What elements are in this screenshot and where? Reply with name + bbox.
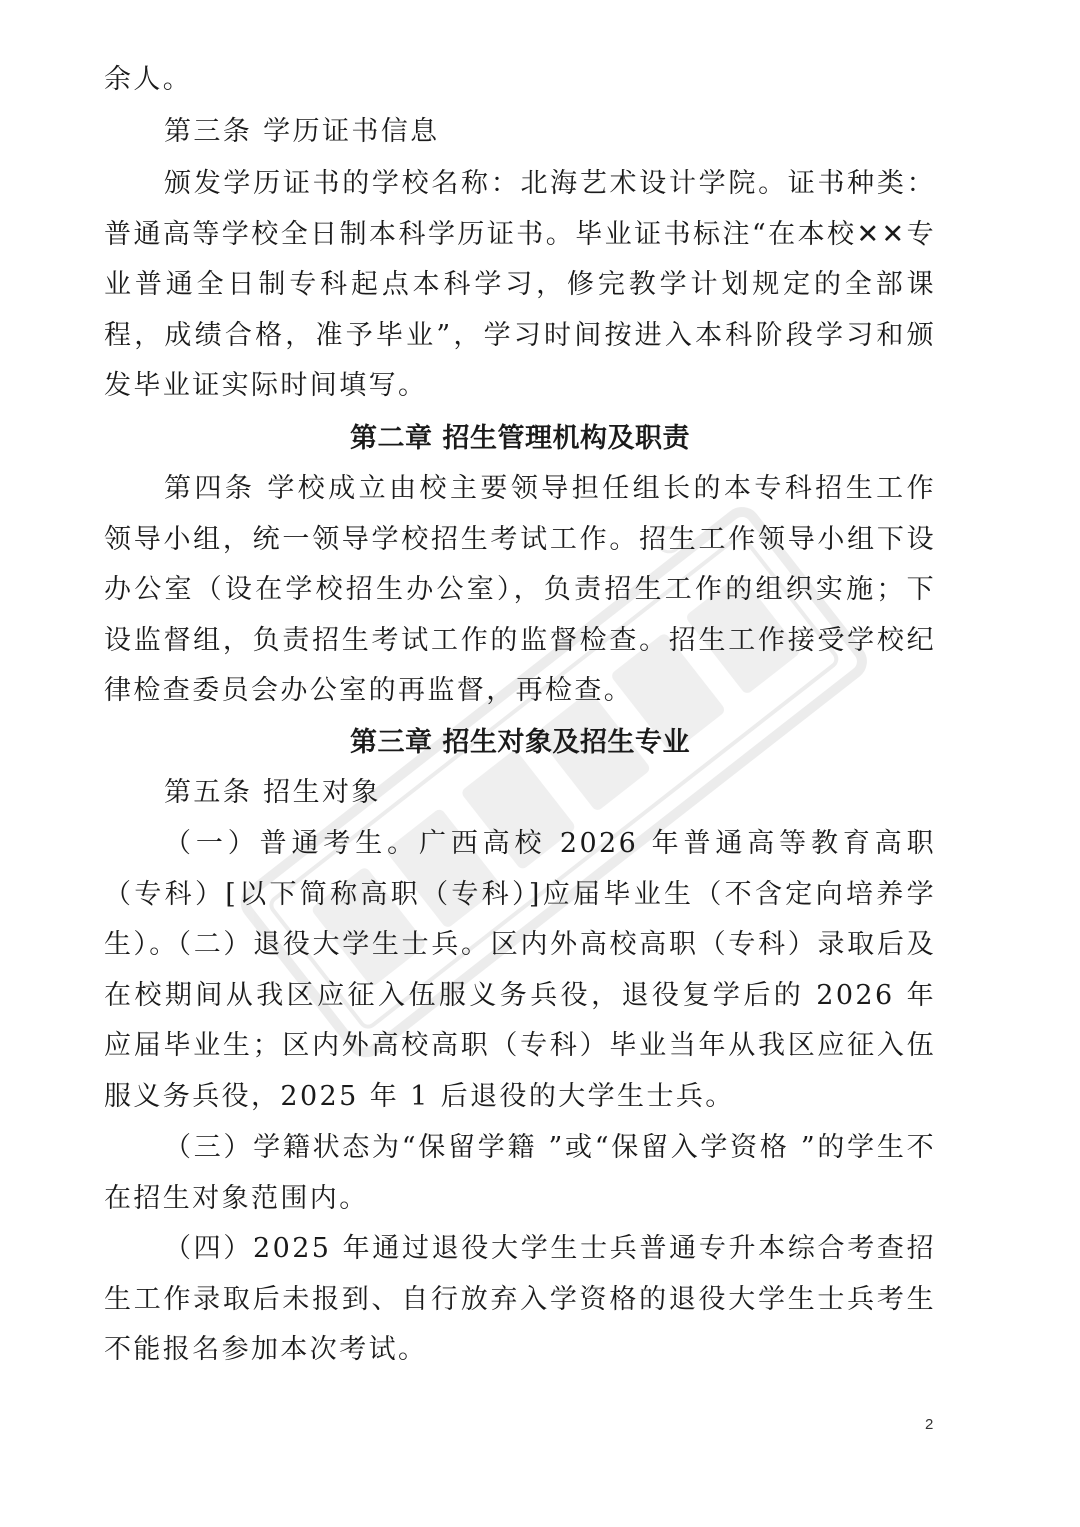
chapter-3-title: 第三章 招生对象及招生专业 — [350, 727, 690, 758]
article-5-heading: 第五条 招生对象 — [164, 777, 381, 808]
continuation-text: 余人。 — [104, 64, 193, 95]
article-5-item-1: （一）普通考生。广西高校 2026 年普通高等教育高职（专科）[以下简称高职（专科）]应届毕业生（不含定向培养学生）。 — [104, 828, 936, 961]
article-3-body: 颁发学历证书的学校名称：北海艺术设计学院。证书种类：普通高等学校全日制本科学历证书。毕业证书标注“在本校✕✕专业普通全日制专科起点本科学习，修完教学计划规定的全部课程，成绩合格，准予毕业”，学习时间按进入本科阶段学习和颁发毕业证实际时间填写。 — [104, 168, 936, 402]
article-5-item-2: （二）退役大学生士兵。区内外高校高职（专科）录取后及在校期间从我区应征入伍服义务兵役，退役复学后的 2026 年应届毕业生；区内外高校高职（专科）毕业当年从我区应征入伍服义务兵役，2025 年 1 后退役的大学生士兵。 — [104, 929, 936, 1112]
page-number: 2 — [925, 1416, 934, 1433]
article-4-body: 第四条 学校成立由校主要领导担任组长的本专科招生工作领导小组，统一领导学校招生考试工作。招生工作领导小组下设办公室（设在学校招生办公室），负责招生工作的组织实施；下设监督组，负责招生考试工作的监督检查。招生工作接受学校纪律检查委员会办公室的再监督，再检查。 — [104, 473, 936, 707]
article-3-heading: 第三条 学历证书信息 — [164, 116, 440, 147]
chapter-2-title: 第二章 招生管理机构及职责 — [350, 423, 690, 454]
article-5-item-4: （四）2025 年通过退役大学生士兵普通专升本综合考查招生工作录取后未报到、自行放弃入学资格的退役大学生士兵考生不能报名参加本次考试。 — [104, 1233, 936, 1366]
article-5-item-3: （三）学籍状态为“保留学籍 ”或“保留入学资格 ”的学生不在招生对象范围内。 — [104, 1132, 936, 1214]
